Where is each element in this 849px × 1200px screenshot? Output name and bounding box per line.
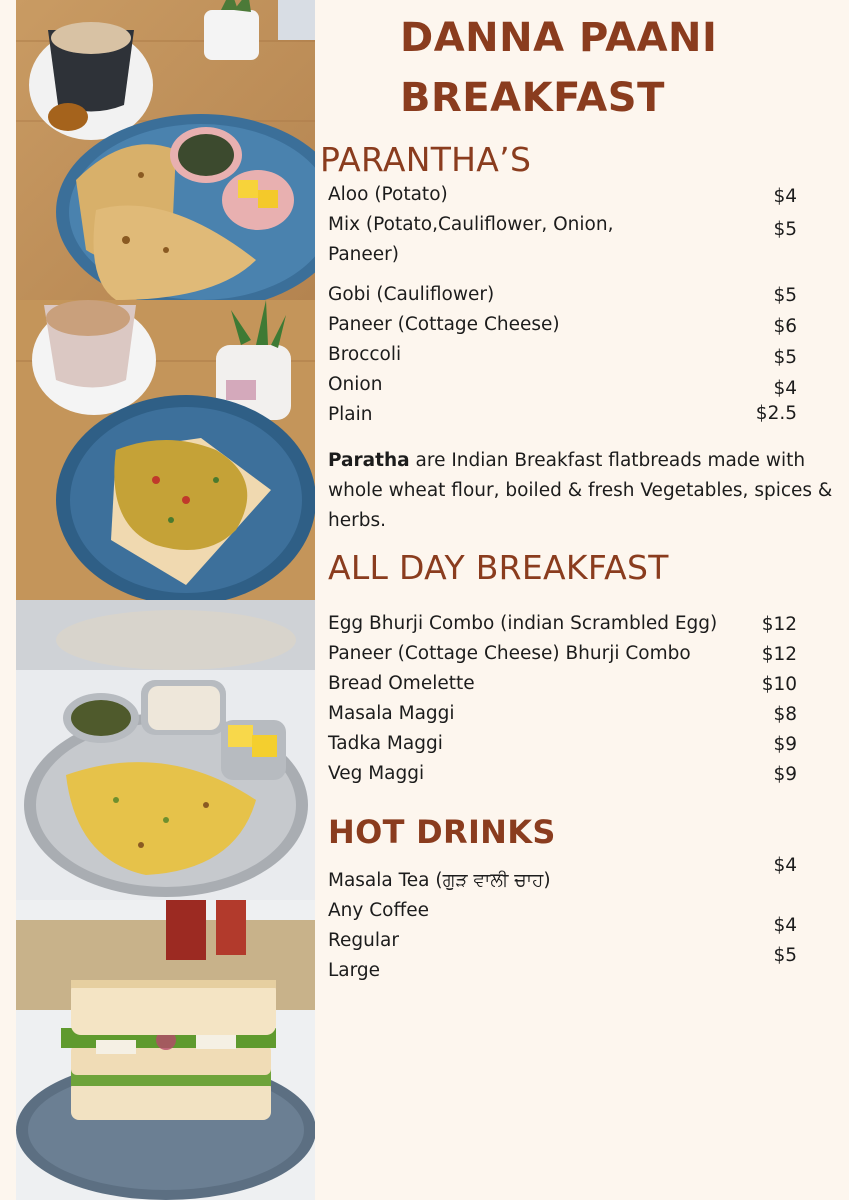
menu-item-price: $2.5 — [755, 403, 797, 424]
page-title — [400, 8, 717, 128]
menu-item-name: Masala Maggi — [328, 703, 455, 724]
menu-item-price: $4 — [773, 855, 797, 876]
menu-item-name: Mix (Potato,Cauliflower, Onion, — [328, 214, 614, 235]
paratha-thali-photo — [16, 600, 315, 900]
menu-item-name: Egg Bhurji Combo (indian Scrambled Egg) — [328, 613, 718, 634]
menu-item-name: Paneer (Cottage Cheese) — [328, 314, 560, 335]
menu-panel — [320, 0, 849, 1200]
photo-column — [16, 0, 315, 1200]
all-day-breakfast-heading: ALL DAY BREAKFAST — [328, 548, 669, 587]
menu-item-name: Veg Maggi — [328, 763, 425, 784]
menu-item-price: $5 — [773, 347, 797, 368]
brand-line-2: BREAKFAST — [400, 75, 665, 121]
hot-drinks-heading: HOT DRINKS — [328, 813, 556, 851]
paratha-description — [328, 446, 843, 536]
menu-item-name: Onion — [328, 374, 383, 395]
menu-item-price: $9 — [773, 764, 797, 785]
brand-line-1: DANNA PAANI — [400, 15, 718, 61]
description-bold: Paratha — [328, 450, 410, 471]
menu-item-price: $4 — [773, 378, 797, 399]
menu-item-price: $4 — [773, 186, 797, 207]
menu-item-name: Masala Tea (ਗੁੜ ਵਾਲੀ ਚਾਹ) — [328, 870, 551, 891]
menu-item-name-continued: Paneer) — [328, 244, 399, 265]
paranthas-heading: PARANTHA’S — [320, 140, 532, 179]
menu-item-name: Plain — [328, 404, 373, 425]
menu-item-price: $9 — [773, 734, 797, 755]
menu-item-price: $5 — [773, 285, 797, 306]
menu-item-price: $8 — [773, 704, 797, 725]
menu-item-name: Aloo (Potato) — [328, 184, 448, 205]
menu-item-name: Regular — [328, 930, 399, 951]
menu-item-name: Paneer (Cottage Cheese) Bhurji Combo — [328, 643, 691, 664]
sandwich-photo — [16, 900, 315, 1200]
menu-item-price: $4 — [773, 915, 797, 936]
menu-item-name: Tadka Maggi — [328, 733, 443, 754]
paratha-plate-photo — [16, 0, 315, 300]
menu-item-name: Any Coffee — [328, 900, 429, 921]
menu-item-name: Broccoli — [328, 344, 402, 365]
description-text: are Indian Breakfast flatbreads made with whole wheat flour, boiled & fresh Vegetables, spices & herbs. — [328, 450, 833, 531]
menu-item-name: Large — [328, 960, 381, 981]
menu-item-price: $12 — [761, 644, 797, 665]
menu-item-name: Bread Omelette — [328, 673, 475, 694]
page-margin — [0, 0, 16, 1200]
bread-omelette-photo — [16, 300, 315, 600]
menu-item-price: $5 — [773, 219, 797, 240]
menu-item-price: $12 — [761, 614, 797, 635]
menu-item-price: $6 — [773, 316, 797, 337]
menu-item-price: $5 — [773, 945, 797, 966]
menu-item-name: Gobi (Cauliflower) — [328, 284, 495, 305]
menu-item-price: $10 — [761, 674, 797, 695]
